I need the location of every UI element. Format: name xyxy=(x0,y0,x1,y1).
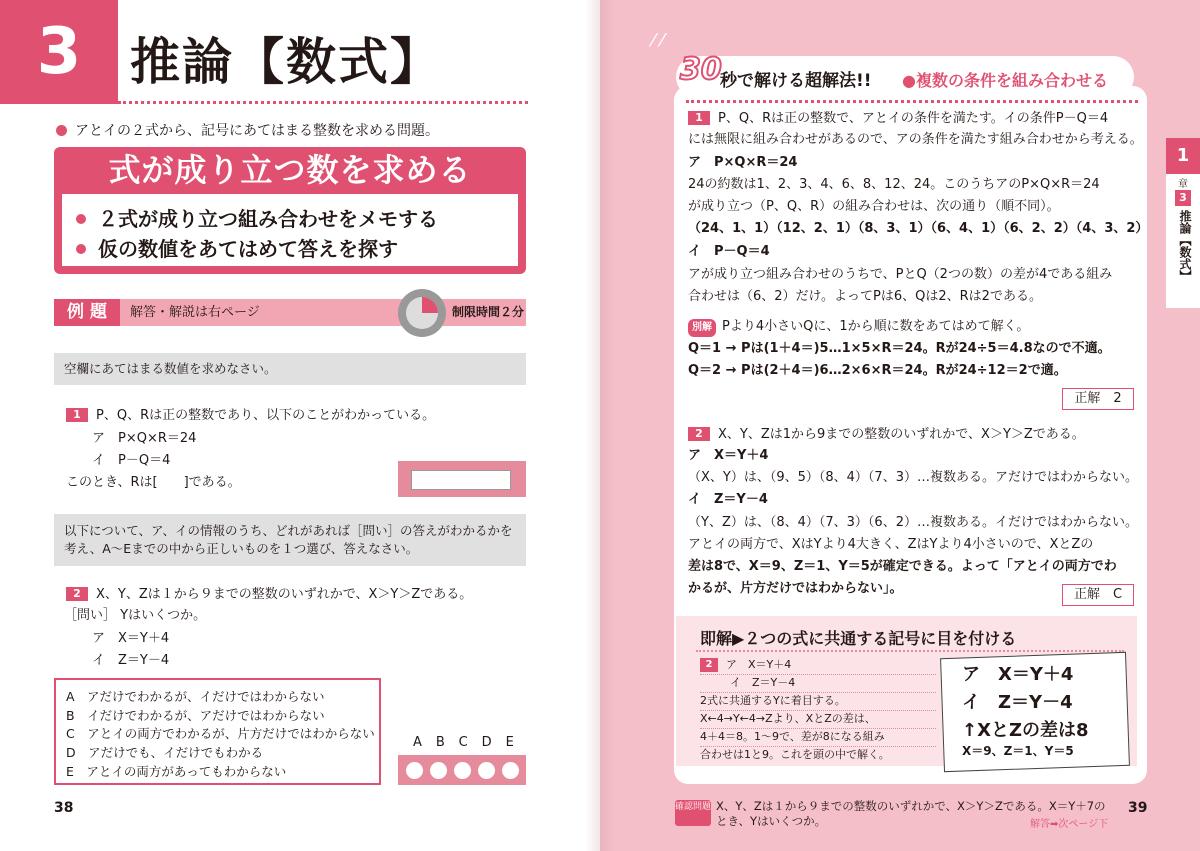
bullet-icon xyxy=(76,244,86,254)
header-text: 秒で解ける超解法!! xyxy=(720,71,872,91)
sparkle-icon: ⁄ ⁄ xyxy=(652,30,664,51)
header-subtitle: ●複数の条件を組み合わせる xyxy=(902,71,1108,90)
s1-line: ア P×Q×R＝24 xyxy=(688,155,798,170)
s1-line: が成り立つ（P、Q、R）の組み合わせは、次の通り（順不同）。 xyxy=(688,199,1060,214)
answer-circle-b[interactable] xyxy=(430,762,447,779)
q2-instruction: 以下について、ア、イの情報のうち、どれがあれば［問い］の答えがわかるかを 考え、A～Eまでの中から正しいものを１つ選び、答えなさい。 xyxy=(54,514,526,566)
q2-condition-i: イ Z＝Y－4 xyxy=(92,653,170,668)
kakunin-badge: 確認問題 xyxy=(675,800,711,826)
choice-e: E アとイの両方があってもわからない xyxy=(66,764,287,779)
answer-circle-c[interactable] xyxy=(454,762,471,779)
s2-line: 2 X、Y、Zは1から9までの整数のいずれかで、X＞Y＞Zである。 xyxy=(688,426,1085,444)
sokkai-divider xyxy=(696,650,1124,652)
answer-input[interactable] xyxy=(411,470,511,490)
q1-condition-a: ア P×Q×R＝24 xyxy=(92,431,197,446)
s2-line: ア X＝Y＋4 xyxy=(688,448,769,463)
choice-a: A アだけでわかるが、イだけではわからない xyxy=(66,689,325,704)
q1-instruction: 空欄にあてはまる数値を求めなさい。 xyxy=(54,353,526,385)
page-number-right: 39 xyxy=(1128,800,1148,816)
sokkai-title: 即解▶２つの式に共通する記号に目を付ける xyxy=(700,629,1017,648)
memo-line: イ Z＝Y－4 xyxy=(962,692,1073,713)
bekkai-badge: 別解 xyxy=(688,319,716,337)
s1-line: 合わせは（6、2）だけ。よってPは6、Qは2、Rは2である。 xyxy=(688,289,1042,304)
bullet-icon xyxy=(76,214,86,224)
kakunin-text: X、Y、Zは１から９までの整数のいずれかで、X＞Y＞Zである。X＝Y＋7のとき、Yはいくつか。 xyxy=(716,799,1106,828)
answer-circle-e[interactable] xyxy=(502,762,519,779)
header-30: 30 xyxy=(680,52,722,87)
sokkai-line: 4＋4＝8。1～9で、差が8になる組み xyxy=(700,730,885,743)
tab-section-number: 3 xyxy=(1175,190,1191,206)
answer-circle-a[interactable] xyxy=(406,762,423,779)
s1-line: （24、1、1）（12、2、1）（8、3、1）（6、4、1）（6、2、2）（4、3、2） xyxy=(688,221,1149,236)
q1-ask: このとき、Rは[ ]である。 xyxy=(66,475,241,490)
example-subtitle: 解答・解説は右ページ xyxy=(130,305,260,320)
s1-line: 24の約数は1、2、3、4、6、8、12、24。このうちアのP×Q×R＝24 xyxy=(688,177,1100,192)
title-divider xyxy=(118,101,528,104)
bullet-icon xyxy=(56,125,67,136)
chapter-number: 3 xyxy=(0,0,118,104)
point-title: 式が成り立つ数を求める xyxy=(108,151,472,189)
sokkai-line: イ Z＝Y－4 xyxy=(730,676,796,689)
solution-number: 1 xyxy=(688,111,710,125)
point-item: 仮の数値をあてはめて答えを探す xyxy=(76,233,398,262)
memo-line: ア X＝Y＋4 xyxy=(962,664,1074,685)
question-number: 1 xyxy=(66,408,88,422)
q1-text: 1 P、Q、Rは正の整数であり、以下のことがわかっている。 xyxy=(66,404,435,423)
sokkai-line: 2 ア X＝Y＋4 xyxy=(700,656,791,674)
point-item: ２式が成り立つ組み合わせをメモする xyxy=(76,203,438,232)
tab-chapter-label: 章 xyxy=(1178,179,1188,190)
choice-d: D アだけでも、イだけでもわかる xyxy=(66,745,264,760)
question-number: 2 xyxy=(66,587,88,601)
sokkai-line: 2式に共通するYに着目する。 xyxy=(700,694,846,707)
kakunin-next: 解答➡次ページ下 xyxy=(1030,819,1109,830)
time-limit: 制限時間２分 xyxy=(452,305,525,319)
bekkai-line: Q＝2 → Pは(2＋4＝)6…2×6×R＝24。Rが24÷12＝2で適。 xyxy=(688,363,1067,378)
bekkai-line: Q＝1 → Pは(1＋4＝)5…1×5×R＝24。Rが24÷5＝4.8なので不適。 xyxy=(688,341,1111,356)
chapter-title: 推論【数式】 xyxy=(130,33,442,91)
s1-line: 1 P、Q、Rは正の整数で、アとイの条件を満たす。イの条件P－Q＝4 xyxy=(688,110,1108,128)
s1-line: イ P－Q＝4 xyxy=(688,244,770,259)
q1-condition-i: イ P－Q＝4 xyxy=(92,453,171,468)
q2-text: 2 X、Y、Zは１から９までの整数のいずれかで、X＞Y＞Zである。 xyxy=(66,583,472,602)
bekkai-line: 別解 Pより4小さいQに、1から順に数をあてはめて解く。 xyxy=(688,318,1029,337)
s2-line: 差は8で、X＝9、Z＝1、Y＝5が確定できる。よって「アとイの両方でわ xyxy=(688,559,1117,574)
q2-condition-a: ア X＝Y＋4 xyxy=(92,631,170,646)
page-number-left: 38 xyxy=(54,800,74,816)
memo-line: ↑XとZの差は8 xyxy=(962,720,1089,741)
tab-chapter-number: 1 xyxy=(1166,138,1200,174)
tab-section-title: 推論【数式】 xyxy=(1178,210,1192,282)
answer-tag-2: 正解 C xyxy=(1062,584,1134,606)
sokkai-line: 合わせは1と9。これを頭の中で解く。 xyxy=(700,748,890,761)
s1-line: アが成り立つ組み合わせのうちで、PとQ（2つの数）の差が4である組み xyxy=(688,267,1113,282)
choice-letters: ABCDE xyxy=(413,735,528,750)
memo-line: X＝9、Z＝1、Y＝5 xyxy=(962,744,1074,758)
intro-text: アとイの２式から、記号にあてはまる整数を求める問題。 xyxy=(56,120,439,140)
s1-line: には無限に組み合わせがあるので、アの条件を満たす組み合わせから考える。 xyxy=(688,132,1143,147)
s2-line: アとイの両方で、XはYより4大きく、ZはYより4小さいので、XとZの xyxy=(688,537,1094,552)
solution-number: 2 xyxy=(700,658,718,672)
q2-ask: ［問い］ Yはいくつか。 xyxy=(64,608,207,623)
solution-number: 2 xyxy=(688,427,710,441)
s2-line: かるが、片方だけではわからない」。 xyxy=(688,581,903,596)
answer-tag-1: 正解 2 xyxy=(1062,388,1134,410)
s2-line: （Y、Z）は、（8、4）（7、3）（6、2）…複数ある。イだけではわからない。 xyxy=(688,515,1138,530)
choice-b: B イだけでわかるが、アだけではわからない xyxy=(66,708,325,723)
choice-c: C アとイの両方でわかるが、片方だけではわからない xyxy=(66,726,375,741)
header-divider xyxy=(686,100,1138,103)
sokkai-line: X←4→Y←4→Zより、XとZの差は、 xyxy=(700,712,876,725)
answer-circle-d[interactable] xyxy=(478,762,495,779)
s2-line: （X、Y）は、（9、5）（8、4）（7、3）…複数ある。アだけではわからない。 xyxy=(688,470,1138,485)
example-label: 例 題 xyxy=(54,299,120,326)
s2-line: イ Z＝Y－4 xyxy=(688,492,768,507)
